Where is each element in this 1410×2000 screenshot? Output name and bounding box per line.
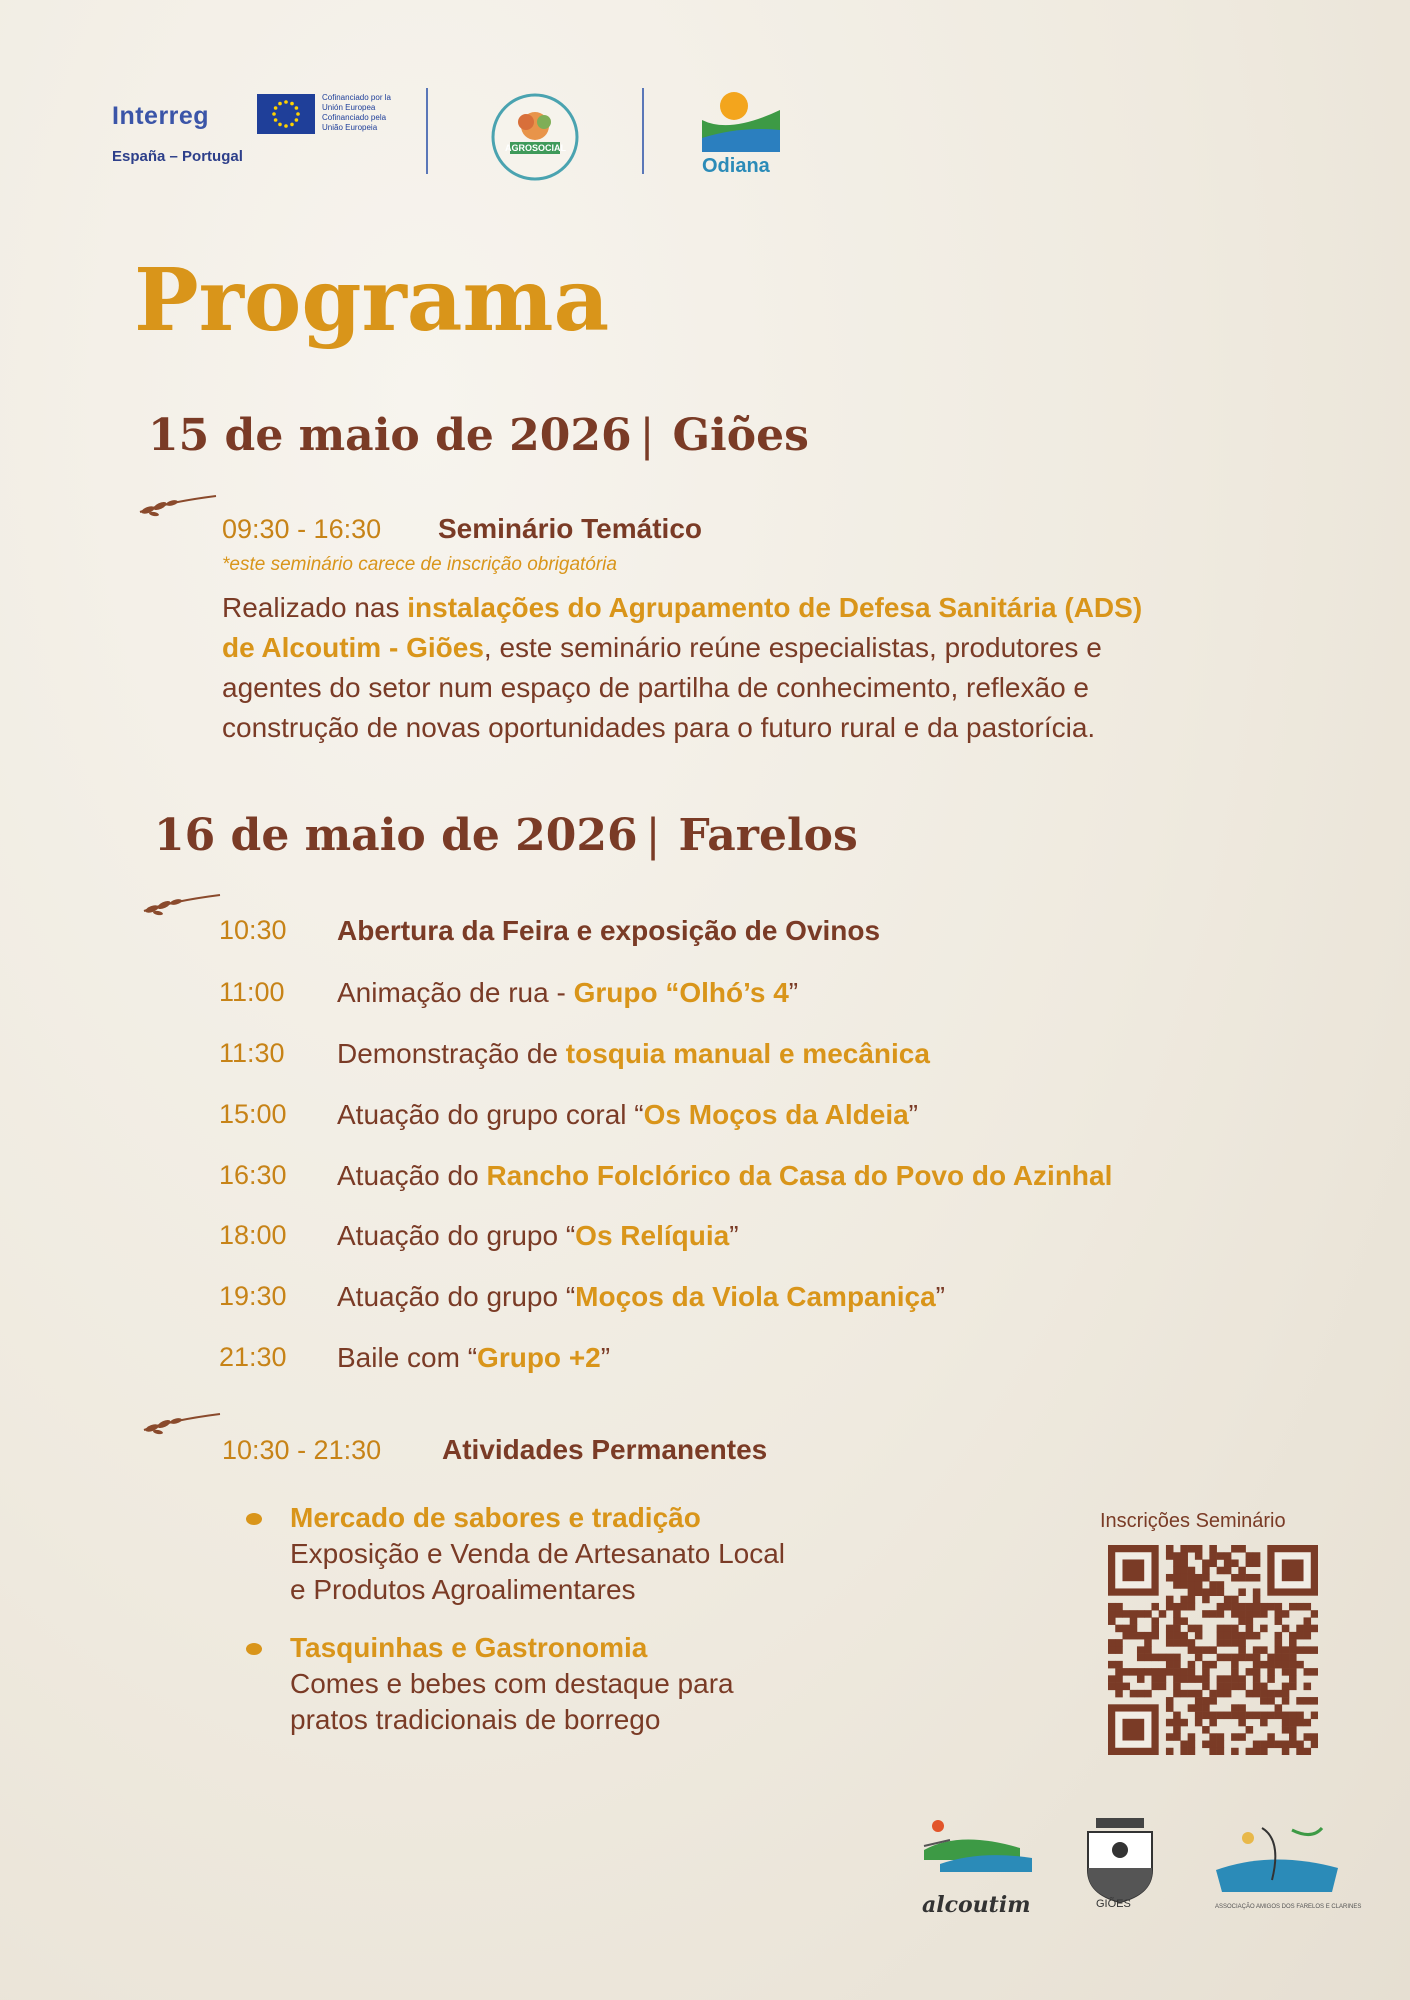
program-event: Abertura da Feira e exposição de Ovinos	[337, 915, 881, 946]
desc-prefix: Realizado nas	[222, 592, 408, 623]
program-row	[219, 1038, 1219, 1078]
odiana-label: Odiana	[702, 155, 770, 177]
desc-rest-3: construção de novas oportunidades para o futuro rural e da pastorícia.	[222, 712, 1096, 743]
program-time: 10:30	[219, 915, 287, 945]
program-time: 16:30	[219, 1160, 287, 1190]
eu-flag-icon	[257, 94, 315, 134]
program-event: Atuação do grupo “Os Relíquia”	[337, 1220, 739, 1251]
association-logo	[1212, 1820, 1342, 1898]
program-event: Atuação do grupo “Moços da Viola Campaniça”	[337, 1281, 945, 1312]
permanent-title: Atividades Permanentes	[442, 1434, 768, 1465]
day1-place: Giões	[672, 410, 809, 461]
program-time: 21:30	[219, 1342, 287, 1372]
program-row	[219, 977, 1219, 1017]
program-event: Baile com “Grupo +2”	[337, 1342, 611, 1373]
sprig-icon	[142, 1406, 222, 1436]
permanent-item-title: Tasquinhas e Gastronomia	[290, 1632, 648, 1663]
region-label: España – Portugal	[112, 148, 243, 165]
program-row	[219, 915, 1219, 955]
program-event: Atuação do Rancho Folclórico da Casa do Povo do Azinhal	[337, 1160, 1113, 1191]
qr-label: Inscrições Seminário	[1100, 1510, 1286, 1532]
alcoutim-label: alcoutim	[922, 1892, 1031, 1918]
qr-code[interactable]	[1108, 1545, 1318, 1755]
program-row	[219, 1160, 1219, 1200]
logo-divider	[426, 88, 428, 174]
permanent-item	[290, 1500, 785, 1608]
program-time: 19:30	[219, 1281, 287, 1311]
gioes-crest-icon	[1082, 1818, 1158, 1910]
program-row	[219, 1099, 1219, 1139]
association-label: ASSOCIAÇÃO AMIGOS DOS FARELOS E CLARINES	[1215, 1904, 1362, 1910]
day2-place: Farelos	[678, 810, 858, 861]
agrosocial-logo	[490, 92, 580, 182]
day1-description	[222, 588, 1312, 748]
day1-note: *este seminário carece de inscrição obrigatória	[222, 554, 617, 575]
sprig-icon	[138, 488, 218, 518]
heading-separator: |	[645, 810, 661, 861]
day2-date: 16 de maio de 2026	[154, 810, 638, 861]
permanent-item-line: Exposição e Venda de Artesanato Local	[290, 1538, 786, 1569]
alcoutim-logo	[920, 1820, 1035, 1880]
program-event: Animação de rua - Grupo “Olhó’s 4”	[337, 977, 799, 1008]
permanent-item-line: pratos tradicionais de borrego	[290, 1704, 661, 1735]
odiana-logo	[700, 90, 782, 152]
day1-time: 09:30 - 16:30	[222, 514, 382, 544]
program-event: Atuação do grupo coral “Os Moços da Aldeia”	[337, 1099, 918, 1130]
permanent-time: 10:30 - 21:30	[222, 1435, 382, 1465]
bullet-dot	[246, 1513, 262, 1525]
permanent-item-line: Comes e bebes com destaque para	[290, 1668, 734, 1699]
day1-date: 15 de maio de 2026	[148, 410, 632, 461]
page-title: Programa	[134, 250, 610, 351]
day2-heading	[154, 810, 858, 861]
program-time: 18:00	[219, 1220, 287, 1250]
desc-rest-1: , este seminário reúne especialistas, produtores e	[483, 632, 1102, 663]
program-event: Demonstração de tosquia manual e mecânica	[337, 1038, 930, 1069]
heading-separator: |	[639, 410, 655, 461]
day1-heading	[148, 410, 809, 461]
permanent-item-title: Mercado de sabores e tradição	[290, 1502, 701, 1533]
agrosocial-label: AGROSOCIAL	[505, 143, 567, 153]
desc-rest-2: agentes do setor num espaço de partilha de conhecimento, reflexão e	[222, 672, 1090, 703]
program-time: 11:00	[219, 977, 285, 1007]
desc-highlight-2: de Alcoutim - Giões	[222, 632, 484, 663]
bullet-dot	[246, 1643, 262, 1655]
gioes-label: GIÕES	[1096, 1898, 1131, 1910]
permanent-item-line: e Produtos Agroalimentares	[290, 1574, 636, 1605]
interreg-logo: Interreg	[112, 102, 210, 130]
eu-cofinance-text: Cofinanciado por la Unión Europea Cofinanciado pela União Europeia	[322, 93, 391, 132]
desc-highlight-1: instalações do Agrupamento de Defesa Sanitária (ADS)	[407, 592, 1143, 623]
program-time: 15:00	[219, 1099, 287, 1129]
program-row	[219, 1281, 1219, 1321]
program-row	[219, 1220, 1219, 1260]
program-time: 11:30	[219, 1038, 285, 1068]
sprig-icon	[142, 887, 222, 917]
day1-event: Seminário Temático	[438, 513, 703, 544]
logo-divider-2	[642, 88, 644, 174]
program-row	[219, 1342, 1219, 1382]
permanent-item	[290, 1630, 734, 1738]
